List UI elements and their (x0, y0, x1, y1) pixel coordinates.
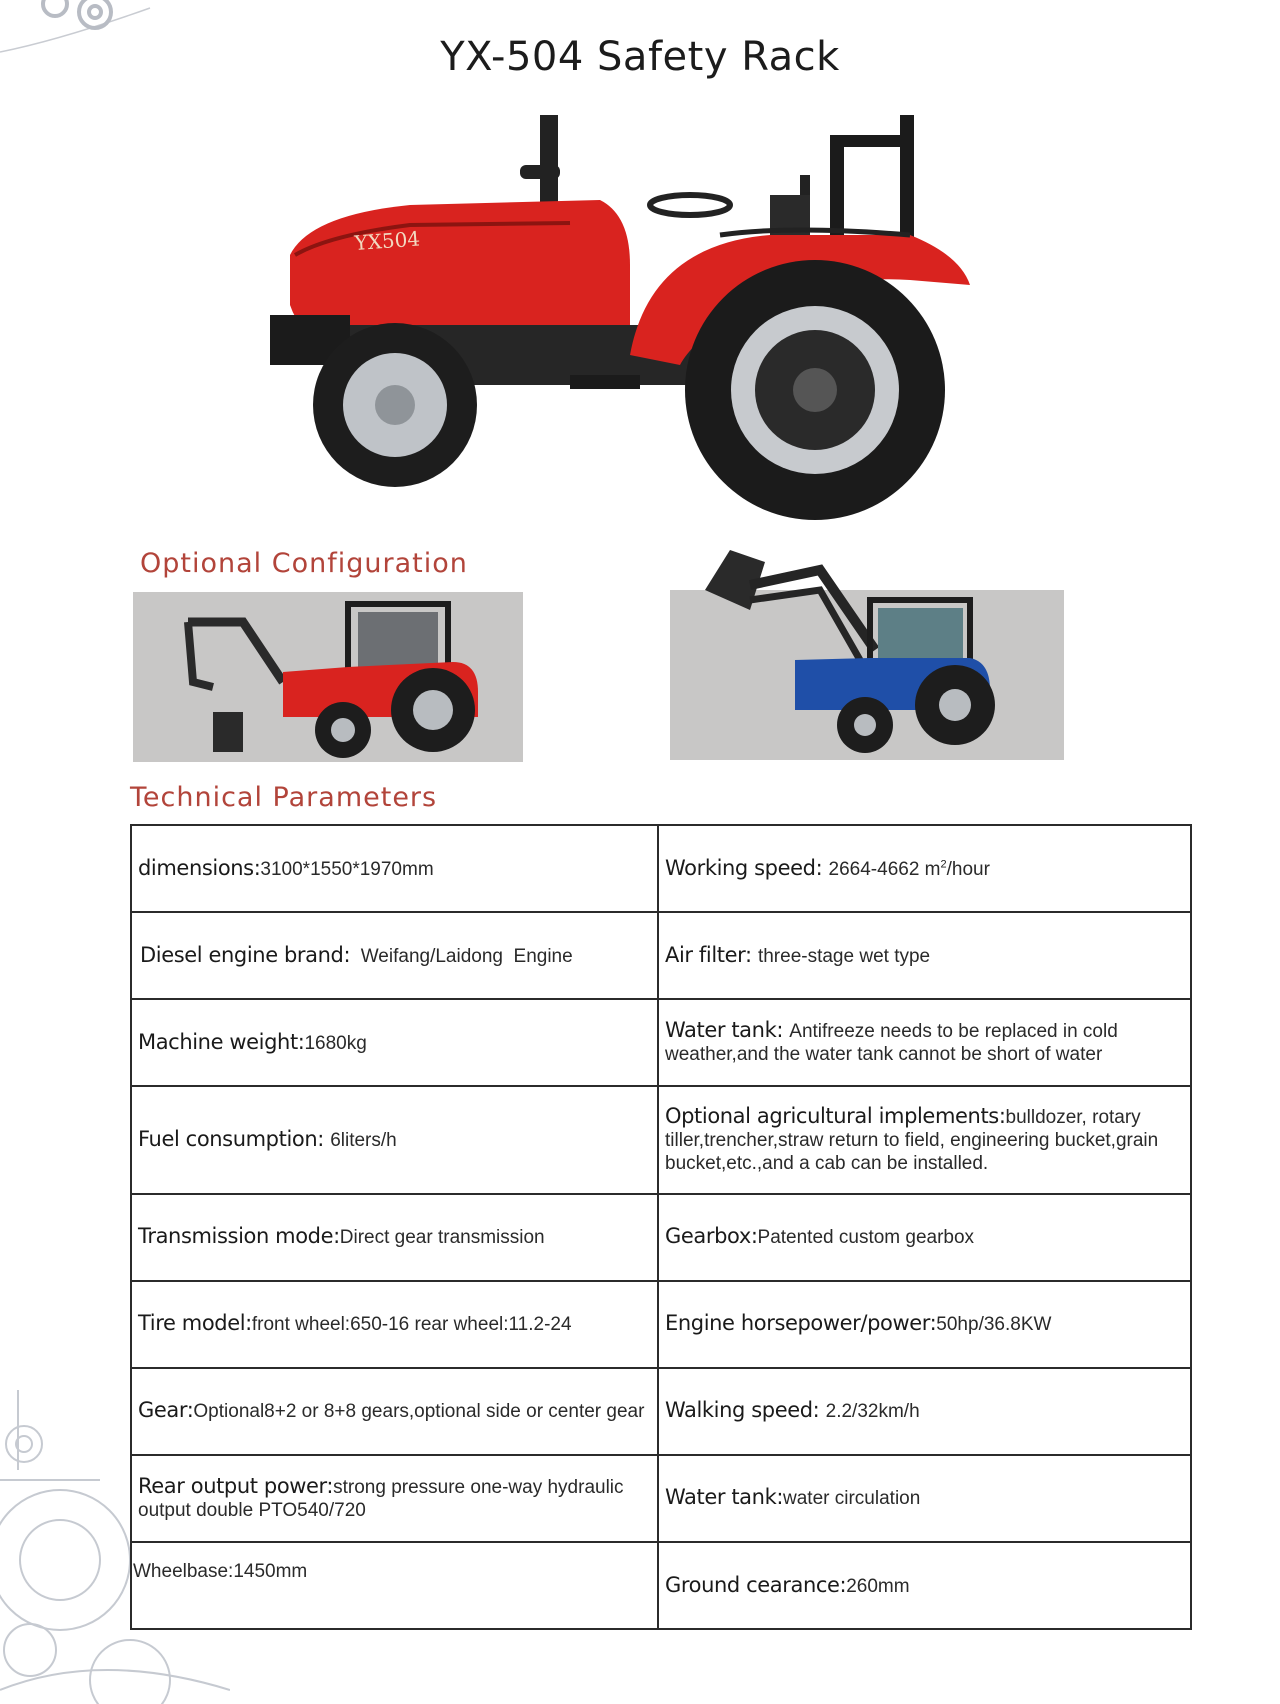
hero-tractor-image (270, 105, 1010, 535)
config-image-backhoe (133, 592, 523, 762)
optional-configuration-heading: Optional Configuration (140, 548, 468, 579)
param-transmission-mode: Transmission mode:Direct gear transmission (131, 1194, 658, 1281)
param-wheelbase: Wheelbase:1450mm (131, 1542, 658, 1629)
param-optional-implements: Optional agricultural implements:bulldozer, rotary tiller,trencher,straw return to field, engineering bucket,grain bucket,etc.,and a cab can be installed. (658, 1086, 1191, 1193)
red-tractor-with-safety-rack-icon (270, 115, 970, 520)
technical-parameters-heading: Technical Parameters (130, 782, 438, 813)
svg-text:YX504: YX504 (353, 226, 421, 255)
param-walking-speed: Walking speed: 2.2/32km/h (658, 1368, 1191, 1455)
param-fuel-consumption: Fuel consumption: 6liters/h (131, 1086, 658, 1193)
param-rear-output-power: Rear output power:strong pressure one-way hydraulic output double PTO540/720 (131, 1455, 658, 1542)
param-dimensions: dimensions:3100*1550*1970mm (131, 825, 658, 912)
param-ground-clearance: Ground cearance:260mm (658, 1542, 1191, 1629)
param-engine-horsepower: Engine horsepower/power:50hp/36.8KW (658, 1281, 1191, 1368)
param-tire-model: Tire model:front wheel:650-16 rear wheel:11.2-24 (131, 1281, 658, 1368)
blue-tractor-with-front-loader-icon (670, 530, 1064, 760)
table-row (131, 999, 1191, 1086)
table-row (131, 1086, 1191, 1193)
table-row (131, 1368, 1191, 1455)
table-row (131, 1455, 1191, 1542)
param-machine-weight: Machine weight:1680kg (131, 999, 658, 1086)
page-title: YX-504 Safety Rack (440, 34, 840, 80)
param-air-filter: Air filter: three-stage wet type (658, 912, 1191, 999)
param-diesel-engine-brand: Diesel engine brand: Weifang/Laidong Engine (131, 912, 658, 999)
table-row (131, 912, 1191, 999)
param-gearbox: Gearbox:Patented custom gearbox (658, 1194, 1191, 1281)
red-tractor-with-backhoe-icon (133, 592, 523, 762)
param-working-speed: Working speed: 2664-4662 $m^2$/hour (658, 825, 1191, 912)
table-row (131, 1194, 1191, 1281)
table-row (131, 1542, 1191, 1629)
param-water-tank-antifreeze: Water tank: Antifreeze needs to be replaced in cold weather,and the water tank cannot be short of water (658, 999, 1191, 1086)
config-image-front-loader (670, 590, 1064, 760)
table-row (131, 1281, 1191, 1368)
technical-parameters-table (130, 824, 1192, 1630)
table-row (131, 825, 1191, 912)
param-gear: Gear:Optional8+2 or 8+8 gears,optional side or center gear (131, 1368, 658, 1455)
param-water-tank-circulation: Water tank:water circulation (658, 1455, 1191, 1542)
